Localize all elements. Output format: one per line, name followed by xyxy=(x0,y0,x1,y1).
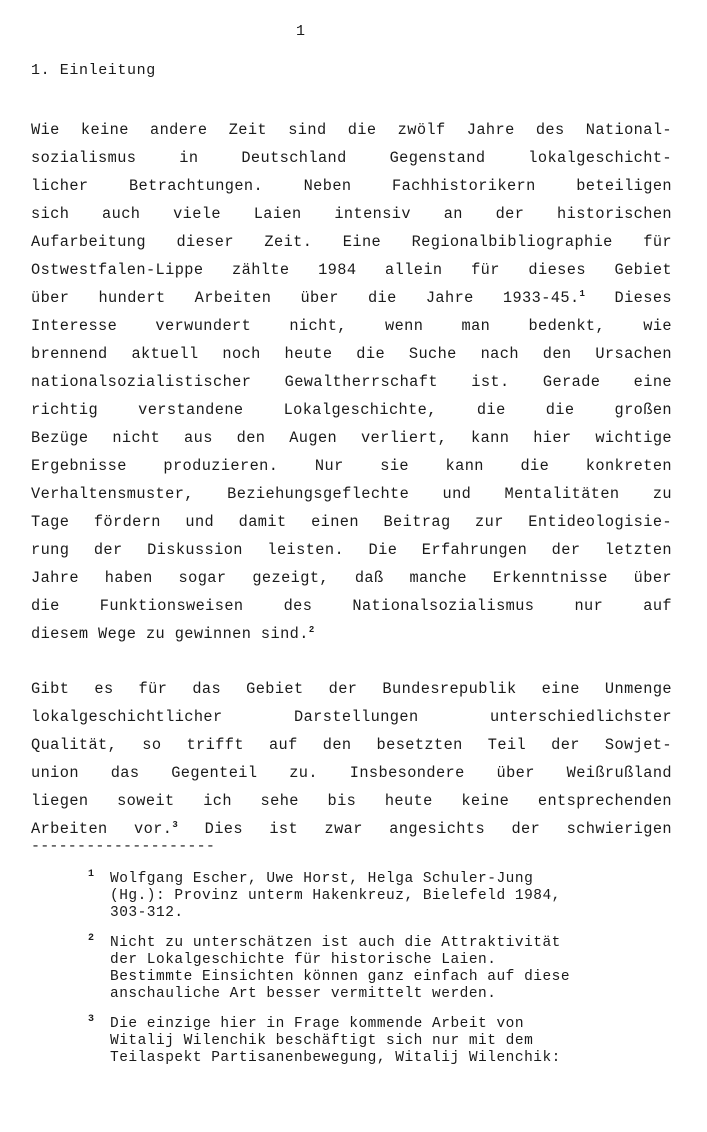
section-heading: 1. Einleitung xyxy=(31,62,156,79)
footnote-line: Bestimmte Einsichten können ganz einfach auf diese xyxy=(110,969,571,985)
footnote-line: Die einzige hier in Frage kommende Arbeit von xyxy=(110,1016,525,1032)
footnote-ref-3[interactable]: 3 xyxy=(172,820,179,830)
footnotes xyxy=(88,871,678,1080)
text-line: sozialismus in Deutschland Gegenstand lokalgeschicht- xyxy=(31,149,672,167)
footnote-separator: -------------------- xyxy=(31,838,216,855)
footnote-mark: 3 xyxy=(88,1014,95,1025)
text-line: Aufarbeitung dieser Zeit. Eine Regionalbibliographie für xyxy=(31,233,672,251)
text-line: Verhaltensmuster, Beziehungsgeflechte und Mentalitäten zu xyxy=(31,485,672,503)
paragraph-1 xyxy=(31,116,672,648)
text-line: Bezüge nicht aus den Augen verliert, kann hier wichtige xyxy=(31,429,672,447)
footnote-line: 303-312. xyxy=(110,905,184,921)
text-line-with-footnote-ref xyxy=(31,284,672,312)
text-line: Interesse verwundert nicht, wenn man bedenkt, wie xyxy=(31,317,672,335)
text-segment: diesem Wege zu gewinnen sind. xyxy=(31,625,309,643)
footnote-1 xyxy=(88,871,678,922)
text-line: Jahre haben sogar gezeigt, daß manche Erkenntnisse über xyxy=(31,569,672,587)
text-line: licher Betrachtungen. Neben Fachhistorikern beteiligen xyxy=(31,177,672,195)
text-segment: über hundert Arbeiten über die Jahre 1933-45. xyxy=(31,289,580,307)
text-line-with-footnote-ref xyxy=(31,620,672,648)
footnote-line: der Lokalgeschichte für historische Laien. xyxy=(110,952,497,968)
footnote-line: Nicht zu unterschätzen ist auch die Attraktivität xyxy=(110,935,561,951)
paragraph-2 xyxy=(31,675,672,843)
text-line: Qualität, so trifft auf den besetzten Teil der Sowjet- xyxy=(31,736,672,754)
footnote-line: anschauliche Art besser vermittelt werden. xyxy=(110,986,497,1002)
footnote-line: (Hg.): Provinz unterm Hakenkreuz, Bielefeld 1984, xyxy=(110,888,561,904)
text-line: liegen soweit ich sehe bis heute keine entsprechenden xyxy=(31,792,672,810)
text-line: Ostwestfalen-Lippe zählte 1984 allein für dieses Gebiet xyxy=(31,261,672,279)
footnote-line: Teilaspekt Partisanenbewegung, Witalij Wilenchik: xyxy=(110,1050,561,1066)
text-line: richtig verstandene Lokalgeschichte, die die großen xyxy=(31,401,672,419)
text-segment: Arbeiten vor. xyxy=(31,820,173,838)
footnote-2 xyxy=(88,935,678,1003)
text-line: die Funktionsweisen des Nationalsozialismus nur auf xyxy=(31,597,672,615)
text-segment: Dieses xyxy=(614,289,672,307)
text-line: rung der Diskussion leisten. Die Erfahrungen der letzten xyxy=(31,541,672,559)
footnote-line: Witalij Wilenchik beschäftigt sich nur mit dem xyxy=(110,1033,534,1049)
text-line: sich auch viele Laien intensiv an der historischen xyxy=(31,205,672,223)
footnote-mark: 1 xyxy=(88,869,95,880)
footnote-mark: 2 xyxy=(88,933,95,944)
footnote-ref-1[interactable]: 1 xyxy=(579,289,586,299)
text-line: brennend aktuell noch heute die Suche nach den Ursachen xyxy=(31,345,672,363)
text-line: Wie keine andere Zeit sind die zwölf Jahre des National- xyxy=(31,121,672,139)
text-line: nationalsozialistischer Gewaltherrschaft ist. Gerade eine xyxy=(31,373,672,391)
text-line: union das Gegenteil zu. Insbesondere über Weißrußland xyxy=(31,764,672,782)
text-line: Tage fördern und damit einen Beitrag zur Entideologisie- xyxy=(31,513,672,531)
text-line: Gibt es für das Gebiet der Bundesrepublik eine Unmenge xyxy=(31,680,672,698)
footnote-3 xyxy=(88,1016,678,1067)
text-line: lokalgeschichtlicher Darstellungen unterschiedlichster xyxy=(31,708,672,726)
footnote-ref-2[interactable]: 2 xyxy=(308,625,315,635)
text-segment: Dies ist zwar angesichts der schwierigen xyxy=(204,820,672,838)
text-line: Ergebnisse produzieren. Nur sie kann die konkreten xyxy=(31,457,672,475)
page-number: 1 xyxy=(296,23,306,40)
footnote-line: Wolfgang Escher, Uwe Horst, Helga Schuler-Jung xyxy=(110,871,534,887)
